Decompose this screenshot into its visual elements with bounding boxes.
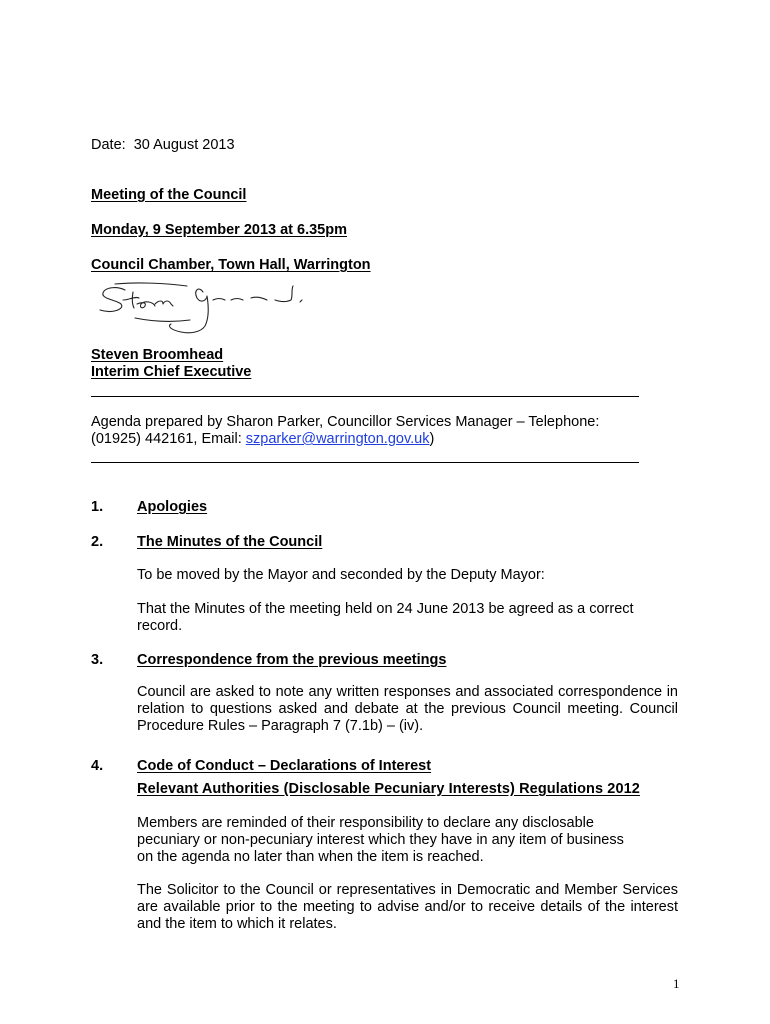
meeting-title: Meeting of the Council — [91, 187, 247, 203]
agenda-item-4-title: Code of Conduct – Declarations of Interest — [137, 758, 432, 774]
agenda-item-2-para-2: That the Minutes of the meeting held on 24 June 2013 be agreed as a correct record. — [137, 601, 634, 634]
contact-line-2 — [91, 431, 651, 448]
agenda-item-2-title: The Minutes of the Council — [137, 534, 323, 550]
agenda-item-4-para-1-line-1: Members are reminded of their responsibility to declare any disclosable — [137, 815, 594, 831]
agenda-item-4-para-1-line-2: pecuniary or non-pecuniary interest which they have in any item of business — [137, 832, 624, 848]
handwritten-signature — [95, 278, 325, 338]
meeting-datetime: Monday, 9 September 2013 at 6.35pm — [91, 222, 348, 238]
contact-line-1: Agenda prepared by Sharon Parker, Councillor Services Manager – Telephone: — [91, 414, 600, 430]
agenda-item-3-number: 3. — [91, 652, 104, 668]
agenda-item-3-title: Correspondence from the previous meetings — [137, 652, 447, 668]
page-number: 1 — [673, 976, 680, 991]
date-label: Date: — [91, 137, 126, 153]
contact-phone: (01925) 442161, Email: — [91, 431, 246, 447]
date-value: 30 August 2013 — [133, 137, 235, 153]
agenda-item-4-para-2: The Solicitor to the Council or representatives in Democratic and Member Services are available prior to the meeting to advise and/or to receive details of the interest and the item to which it relates. — [137, 882, 678, 932]
agenda-item-1-number: 1. — [91, 499, 104, 515]
agenda-item-4-para-1-line-3: on the agenda no later than when the item is reached. — [137, 849, 484, 865]
divider-bottom — [91, 462, 639, 463]
agenda-item-3-para-1: Council are asked to note any written responses and associated correspondence in relation to questions asked and debate at the previous Council meeting. Council Procedure Rules – Paragraph 7 (7.1b) – (iv). — [137, 684, 678, 734]
agenda-item-4-para-1 — [137, 815, 697, 866]
document-date — [91, 137, 235, 153]
agenda-item-2-number: 2. — [91, 534, 104, 550]
meeting-venue: Council Chamber, Town Hall, Warrington — [91, 257, 371, 273]
signatory-title: Interim Chief Executive — [91, 364, 252, 380]
agenda-item-2-para-1: To be moved by the Mayor and seconded by the Deputy Mayor: — [137, 567, 545, 583]
signatory-name: Steven Broomhead — [91, 347, 224, 363]
contact-email-link[interactable]: szparker@warrington.gov.uk — [245, 431, 430, 447]
contact-block — [91, 414, 651, 448]
agenda-item-1-title: Apologies — [137, 499, 208, 515]
agenda-item-4-number: 4. — [91, 758, 104, 774]
divider-top — [91, 396, 639, 397]
contact-line-end: ) — [429, 431, 435, 447]
agenda-item-4-subtitle: Relevant Authorities (Disclosable Pecuniary Interests) Regulations 2012 — [137, 781, 640, 797]
